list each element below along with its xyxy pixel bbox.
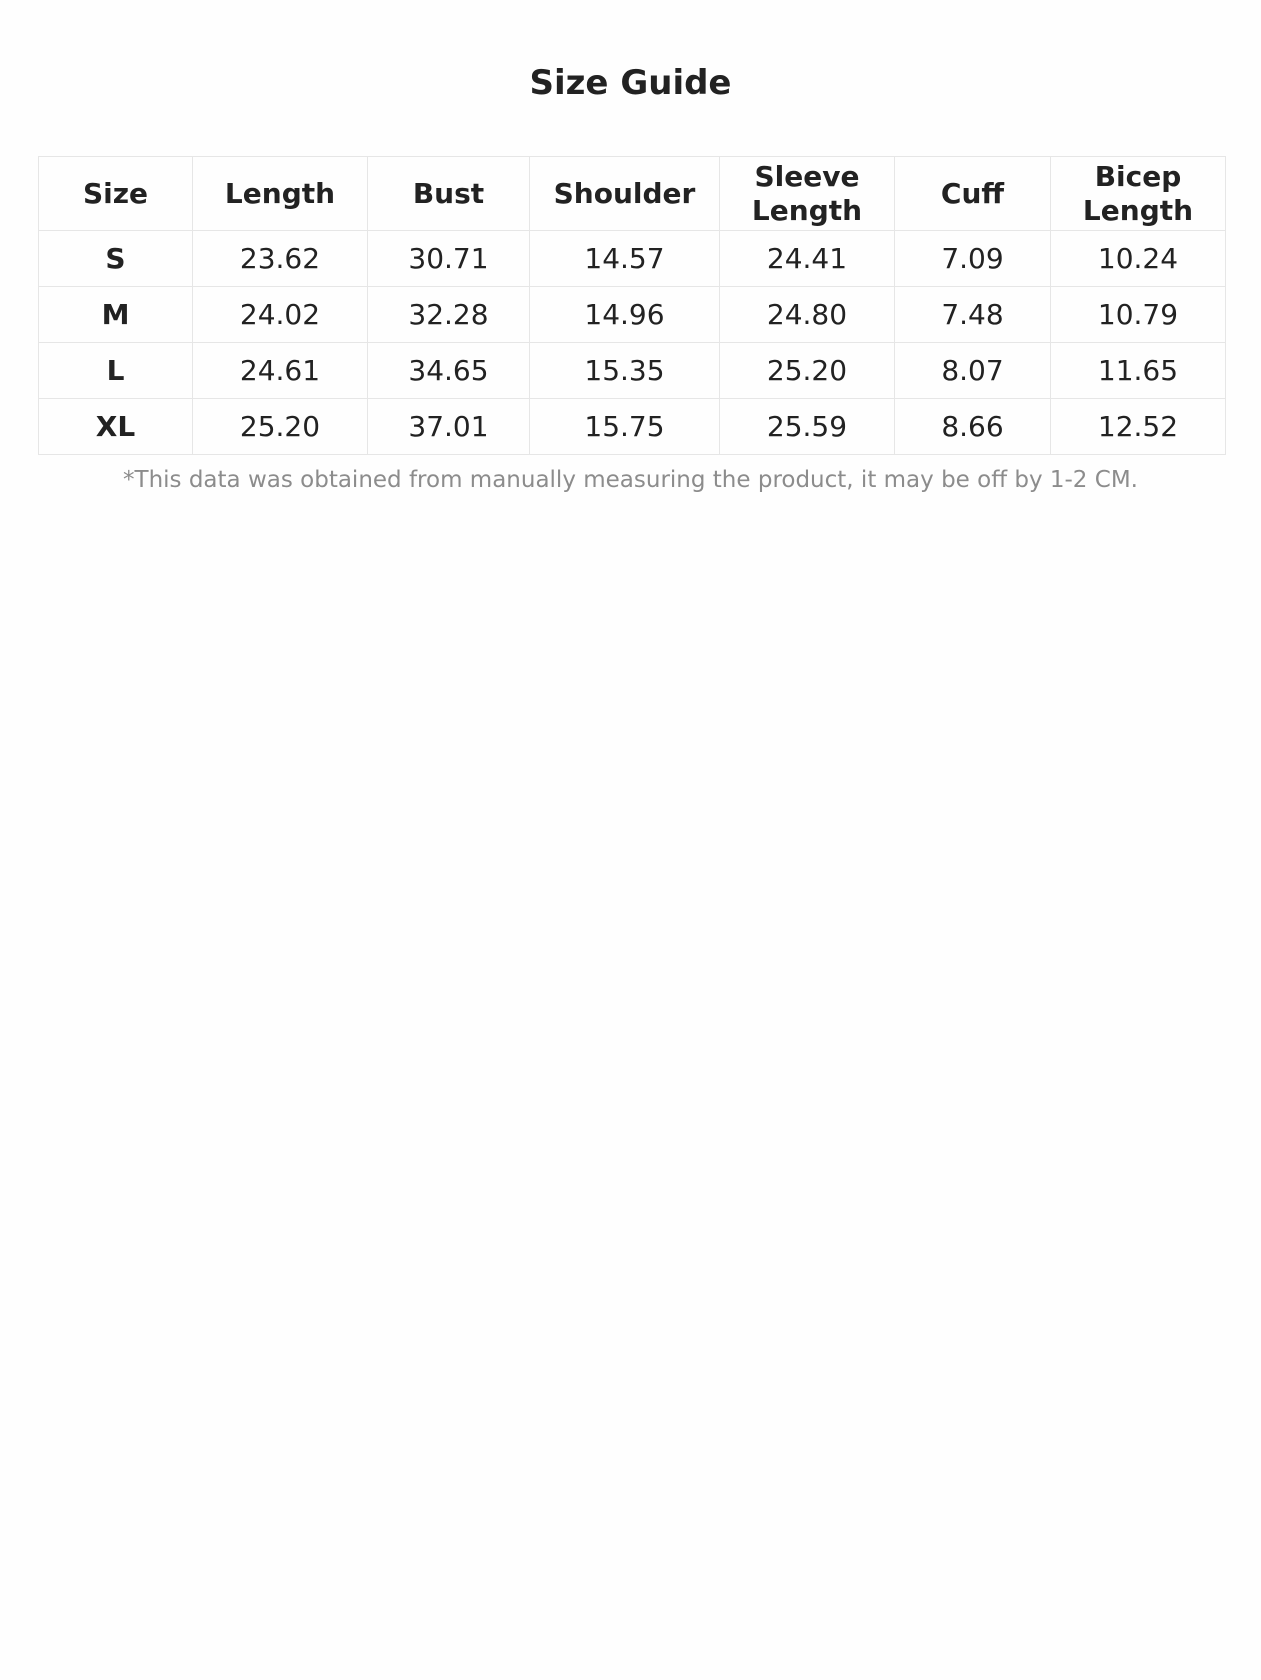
table-row — [39, 343, 1226, 399]
table-row — [39, 231, 1226, 287]
sleeve-length-cell: 24.80 — [720, 287, 895, 343]
length-cell: 24.61 — [193, 343, 368, 399]
cuff-cell: 8.07 — [895, 343, 1051, 399]
shoulder-cell: 15.75 — [530, 399, 720, 455]
page-title: Size Guide — [529, 63, 732, 103]
header-size: Size — [39, 157, 193, 231]
header-cuff: Cuff — [895, 157, 1051, 231]
header-bust: Bust — [368, 157, 530, 231]
sleeve-length-cell: 24.41 — [720, 231, 895, 287]
bicep-length-cell: 12.52 — [1051, 399, 1226, 455]
sleeve-length-cell: 25.59 — [720, 399, 895, 455]
bust-cell: 30.71 — [368, 231, 530, 287]
length-cell: 24.02 — [193, 287, 368, 343]
shoulder-cell: 14.96 — [530, 287, 720, 343]
size-cell: S — [39, 231, 193, 287]
header-shoulder: Shoulder — [530, 157, 720, 231]
bicep-length-cell: 10.24 — [1051, 231, 1226, 287]
bust-cell: 37.01 — [368, 399, 530, 455]
cuff-cell: 7.48 — [895, 287, 1051, 343]
shoulder-cell: 14.57 — [530, 231, 720, 287]
bicep-length-cell: 10.79 — [1051, 287, 1226, 343]
size-cell: L — [39, 343, 193, 399]
size-table — [38, 156, 1226, 455]
bust-cell: 34.65 — [368, 343, 530, 399]
table-row — [39, 399, 1226, 455]
table-row — [39, 287, 1226, 343]
header-length: Length — [193, 157, 368, 231]
sleeve-length-cell: 25.20 — [720, 343, 895, 399]
size-cell: M — [39, 287, 193, 343]
header-sleeve-length: Sleeve Length — [720, 157, 895, 231]
length-cell: 23.62 — [193, 231, 368, 287]
length-cell: 25.20 — [193, 399, 368, 455]
cuff-cell: 7.09 — [895, 231, 1051, 287]
header-bicep-length: Bicep Length — [1051, 157, 1226, 231]
size-cell: XL — [39, 399, 193, 455]
measurement-disclaimer: *This data was obtained from manually measuring the product, it may be off by 1-2 CM. — [123, 467, 1138, 493]
cuff-cell: 8.66 — [895, 399, 1051, 455]
table-header-row — [39, 157, 1226, 231]
shoulder-cell: 15.35 — [530, 343, 720, 399]
bust-cell: 32.28 — [368, 287, 530, 343]
bicep-length-cell: 11.65 — [1051, 343, 1226, 399]
